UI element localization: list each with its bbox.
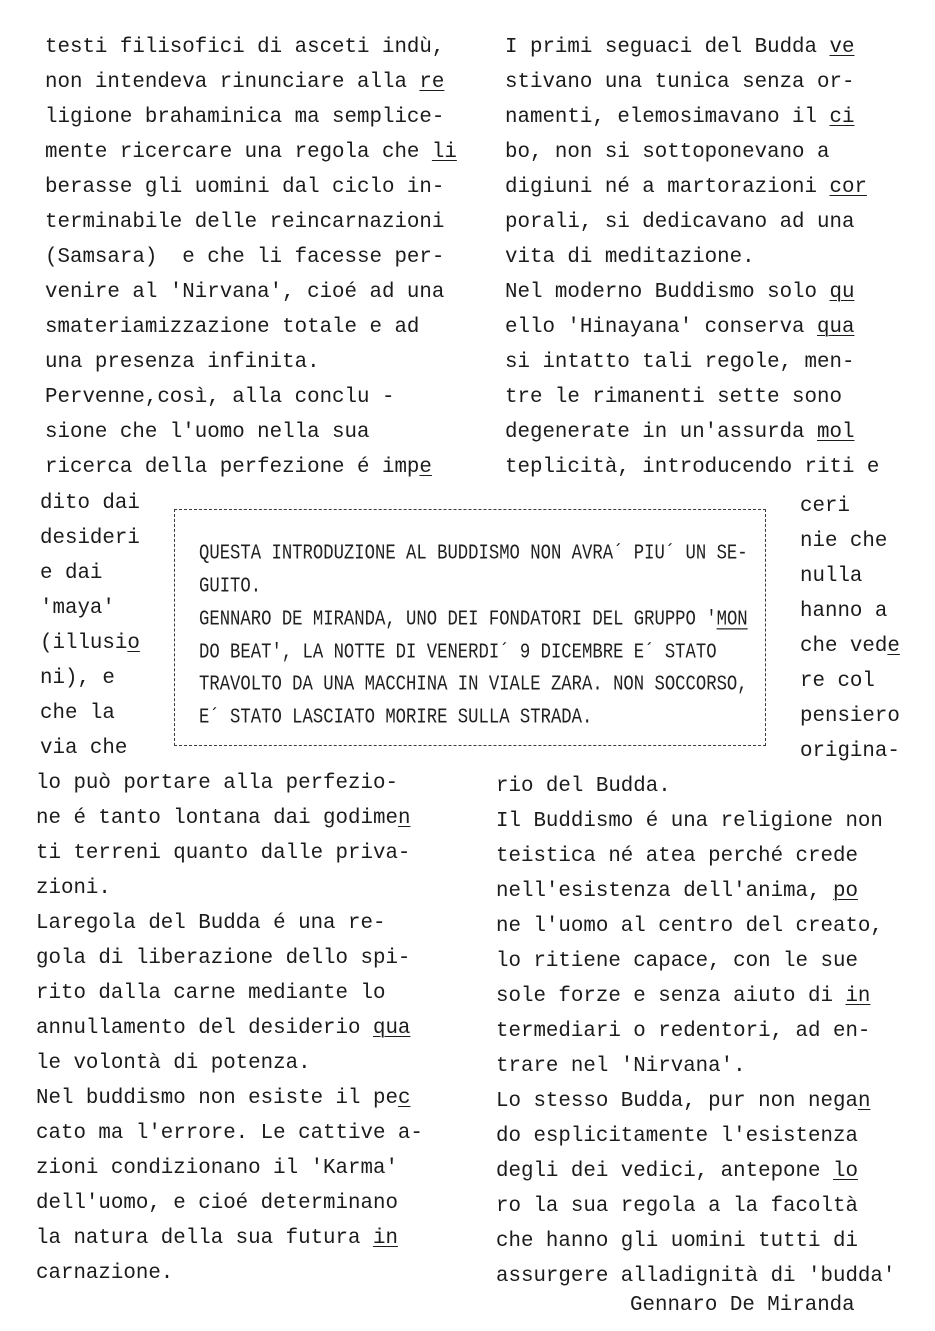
underlined-syllable: po xyxy=(832,879,858,903)
text-line xyxy=(45,450,457,485)
underlined-syllable: lo xyxy=(832,1159,858,1183)
line-text: che hanno gli uomini tutti di xyxy=(496,1229,858,1253)
line-text: gola di liberazione dello spi- xyxy=(36,946,411,970)
line-text: teplicità, introducendo riti e xyxy=(505,455,880,479)
text-line xyxy=(505,240,879,275)
line-text: QUESTA INTRODUZIONE AL BUDDISMO NON AVRA´ PIU´ UN SE- xyxy=(199,542,748,566)
text-line xyxy=(496,769,895,804)
text-line xyxy=(505,65,879,100)
line-text: sole forze e senza aiuto di xyxy=(496,984,846,1008)
underlined-syllable: qua xyxy=(817,315,855,339)
line-text: E´ STATO LASCIATO MORIRE SULLA STRADA. xyxy=(199,706,593,730)
line-text: testi filisofici di asceti indù, xyxy=(45,35,445,59)
text-line xyxy=(36,976,423,1011)
text-line xyxy=(45,240,457,275)
line-text: I primi seguaci del Budda xyxy=(505,35,830,59)
text-line xyxy=(505,135,879,170)
underlined-syllable: n xyxy=(397,806,411,830)
text-line xyxy=(40,661,140,696)
line-text: Laregola del Budda é una re- xyxy=(36,911,386,935)
line-text: hanno a xyxy=(800,599,888,623)
text-line xyxy=(496,1049,895,1084)
line-text: stivano una tunica senza or- xyxy=(505,70,855,94)
text-line xyxy=(505,380,879,415)
underlined-syllable: mol xyxy=(817,420,855,444)
text-line xyxy=(40,731,140,766)
text-line xyxy=(36,1221,423,1256)
text-line xyxy=(36,836,423,871)
line-text: (illusi xyxy=(40,631,128,655)
text-line xyxy=(36,941,423,976)
right-column-lower xyxy=(496,769,895,1294)
text-line xyxy=(45,135,457,170)
underlined-syllable: cor xyxy=(829,175,867,199)
line-text: tre le rimanenti sette sono xyxy=(505,385,842,409)
text-line xyxy=(45,380,457,415)
text-line xyxy=(45,205,457,240)
line-text: annullamento del desiderio xyxy=(36,1016,373,1040)
text-line xyxy=(36,1151,423,1186)
underlined-syllable: in xyxy=(372,1226,398,1250)
line-text: GUITO. xyxy=(199,576,262,600)
underlined-syllable: MON xyxy=(716,608,748,632)
line-text: TRAVOLTO DA UNA MACCHINA IN VIALE ZARA. NON SOCCORSO, xyxy=(199,674,748,698)
text-line xyxy=(45,65,457,100)
line-text: assurgere alladignità di 'budda' xyxy=(496,1264,896,1288)
memorial-notice-text xyxy=(199,539,748,736)
text-line xyxy=(496,1119,895,1154)
text-line xyxy=(496,1084,895,1119)
text-line xyxy=(496,1154,895,1189)
line-text: desideri xyxy=(40,526,140,550)
right-column-upper xyxy=(505,30,879,485)
text-line xyxy=(505,100,879,135)
line-text: ni), e xyxy=(40,666,115,690)
line-text: degenerate in un'assurda xyxy=(505,420,818,444)
line-text: che la xyxy=(40,701,115,725)
text-line xyxy=(40,696,140,731)
line-text: ricerca della perfezione é imp xyxy=(45,455,420,479)
line-text: che ved xyxy=(800,634,888,658)
line-text: zioni condizionano il 'Karma' xyxy=(36,1156,398,1180)
line-text: e dai xyxy=(40,561,103,585)
right-column-beside-box xyxy=(800,489,900,769)
text-line xyxy=(505,170,879,205)
text-line xyxy=(505,415,879,450)
left-column-upper xyxy=(45,30,457,485)
line-text: 'maya' xyxy=(40,596,115,620)
text-line xyxy=(45,345,457,380)
line-text: nulla xyxy=(800,564,863,588)
line-text: lo può portare alla perfezio- xyxy=(36,771,398,795)
text-line xyxy=(496,1014,895,1049)
memorial-notice-box xyxy=(174,509,766,746)
line-text: (Samsara) e che li facesse per- xyxy=(45,245,445,269)
text-line xyxy=(45,170,457,205)
text-line xyxy=(36,871,423,906)
text-line xyxy=(199,699,748,739)
text-line xyxy=(496,944,895,979)
line-text: berasse gli uomini dal ciclo in- xyxy=(45,175,445,199)
line-text: rito dalla carne mediante lo xyxy=(36,981,386,1005)
text-line xyxy=(800,489,900,524)
line-text: Pervenne,così, alla conclu - xyxy=(45,385,395,409)
text-line xyxy=(496,1189,895,1224)
text-line xyxy=(45,415,457,450)
line-text: dito dai xyxy=(40,491,140,515)
underlined-syllable: ci xyxy=(829,105,855,129)
line-text: venire al 'Nirvana', cioé ad una xyxy=(45,280,445,304)
line-text: Nel buddismo non esiste il pe xyxy=(36,1086,398,1110)
underlined-syllable: e xyxy=(887,634,900,658)
line-text: trare nel 'Nirvana'. xyxy=(496,1054,746,1078)
text-line xyxy=(45,275,457,310)
text-line xyxy=(36,1081,423,1116)
author-signature: Gennaro De Miranda xyxy=(630,1293,855,1317)
line-text: Lo stesso Budda, pur non nega xyxy=(496,1089,858,1113)
text-line xyxy=(40,486,140,521)
line-text: sione che l'uomo nella sua xyxy=(45,420,370,444)
underlined-syllable: ve xyxy=(829,35,855,59)
text-line xyxy=(36,906,423,941)
line-text: ceri xyxy=(800,494,850,518)
line-text: Il Buddismo é una religione non xyxy=(496,809,883,833)
text-line xyxy=(45,100,457,135)
text-line xyxy=(496,909,895,944)
line-text: si intatto tali regole, men- xyxy=(505,350,855,374)
text-line xyxy=(505,30,879,65)
underlined-syllable: o xyxy=(127,631,140,655)
text-line xyxy=(800,594,900,629)
line-text: dell'uomo, e cioé determinano xyxy=(36,1191,398,1215)
line-text: ne l'uomo al centro del creato, xyxy=(496,914,883,938)
left-column-beside-box xyxy=(40,486,140,766)
line-text: do esplicitamente l'esistenza xyxy=(496,1124,858,1148)
text-line xyxy=(496,804,895,839)
line-text: ro la sua regola a la facoltà xyxy=(496,1194,858,1218)
line-text: una presenza infinita. xyxy=(45,350,320,374)
text-line xyxy=(496,839,895,874)
line-text: origina- xyxy=(800,739,900,763)
left-column-lower xyxy=(36,766,423,1291)
text-line xyxy=(800,664,900,699)
underlined-syllable: n xyxy=(857,1089,871,1113)
text-line xyxy=(800,559,900,594)
line-text: le volontà di potenza. xyxy=(36,1051,311,1075)
line-text: cato ma l'errore. Le cattive a- xyxy=(36,1121,423,1145)
line-text: Nel moderno Buddismo solo xyxy=(505,280,830,304)
text-line xyxy=(800,734,900,769)
text-line xyxy=(36,1256,423,1291)
text-line xyxy=(40,521,140,556)
line-text: terminabile delle reincarnazioni xyxy=(45,210,445,234)
line-text: re col xyxy=(800,669,875,693)
line-text: termediari o redentori, ad en- xyxy=(496,1019,871,1043)
text-line xyxy=(505,205,879,240)
text-line xyxy=(36,1186,423,1221)
underlined-syllable: e xyxy=(419,455,432,479)
line-text: DO BEAT', LA NOTTE DI VENERDI´ 9 DICEMBRE E´ STATO xyxy=(199,641,717,665)
text-line xyxy=(40,591,140,626)
text-line xyxy=(800,629,900,664)
line-text: zioni. xyxy=(36,876,111,900)
text-line xyxy=(36,801,423,836)
text-line xyxy=(505,450,879,485)
line-text: digiuni né a martorazioni xyxy=(505,175,830,199)
text-line xyxy=(496,874,895,909)
line-text: rio del Budda. xyxy=(496,774,671,798)
text-line xyxy=(800,524,900,559)
line-text: nell'esistenza dell'anima, xyxy=(496,879,833,903)
text-line xyxy=(40,626,140,661)
text-line xyxy=(496,979,895,1014)
line-text: teistica né atea perché crede xyxy=(496,844,858,868)
line-text: la natura della sua futura xyxy=(36,1226,373,1250)
underlined-syllable: qua xyxy=(372,1016,411,1040)
line-text: mente ricercare una regola che xyxy=(45,140,432,164)
line-text: ello 'Hinayana' conserva xyxy=(505,315,818,339)
text-line xyxy=(505,310,879,345)
line-text: lo ritiene capace, con le sue xyxy=(496,949,858,973)
line-text: GENNARO DE MIRANDA, UNO DEI FONDATORI DEL GRUPPO ' xyxy=(199,608,717,632)
underlined-syllable: qu xyxy=(829,280,855,304)
line-text: via che xyxy=(40,736,128,760)
text-line xyxy=(36,1116,423,1151)
line-text: bo, non si sottoponevano a xyxy=(505,140,830,164)
text-line xyxy=(505,345,879,380)
line-text: degli dei vedici, antepone xyxy=(496,1159,833,1183)
line-text: non intendeva rinunciare alla xyxy=(45,70,420,94)
text-line xyxy=(36,1046,423,1081)
line-text: ne é tanto lontana dai godime xyxy=(36,806,398,830)
line-text: carnazione. xyxy=(36,1261,174,1285)
line-text: smateriamizzazione totale e ad xyxy=(45,315,420,339)
text-line xyxy=(36,766,423,801)
text-line xyxy=(45,30,457,65)
underlined-syllable: re xyxy=(419,70,445,94)
line-text: namenti, elemosimavano il xyxy=(505,105,830,129)
underlined-syllable: in xyxy=(845,984,871,1008)
line-text: ti terreni quanto dalle priva- xyxy=(36,841,411,865)
text-line xyxy=(496,1224,895,1259)
text-line xyxy=(505,275,879,310)
line-text: ligione brahaminica ma semplice- xyxy=(45,105,445,129)
line-text: pensiero xyxy=(800,704,900,728)
text-line xyxy=(40,556,140,591)
underlined-syllable: c xyxy=(397,1086,411,1110)
line-text: vita di meditazione. xyxy=(505,245,755,269)
text-line xyxy=(800,699,900,734)
line-text: porali, si dedicavano ad una xyxy=(505,210,855,234)
line-text: nie che xyxy=(800,529,888,553)
text-line xyxy=(36,1011,423,1046)
text-line xyxy=(45,310,457,345)
underlined-syllable: li xyxy=(431,140,457,164)
